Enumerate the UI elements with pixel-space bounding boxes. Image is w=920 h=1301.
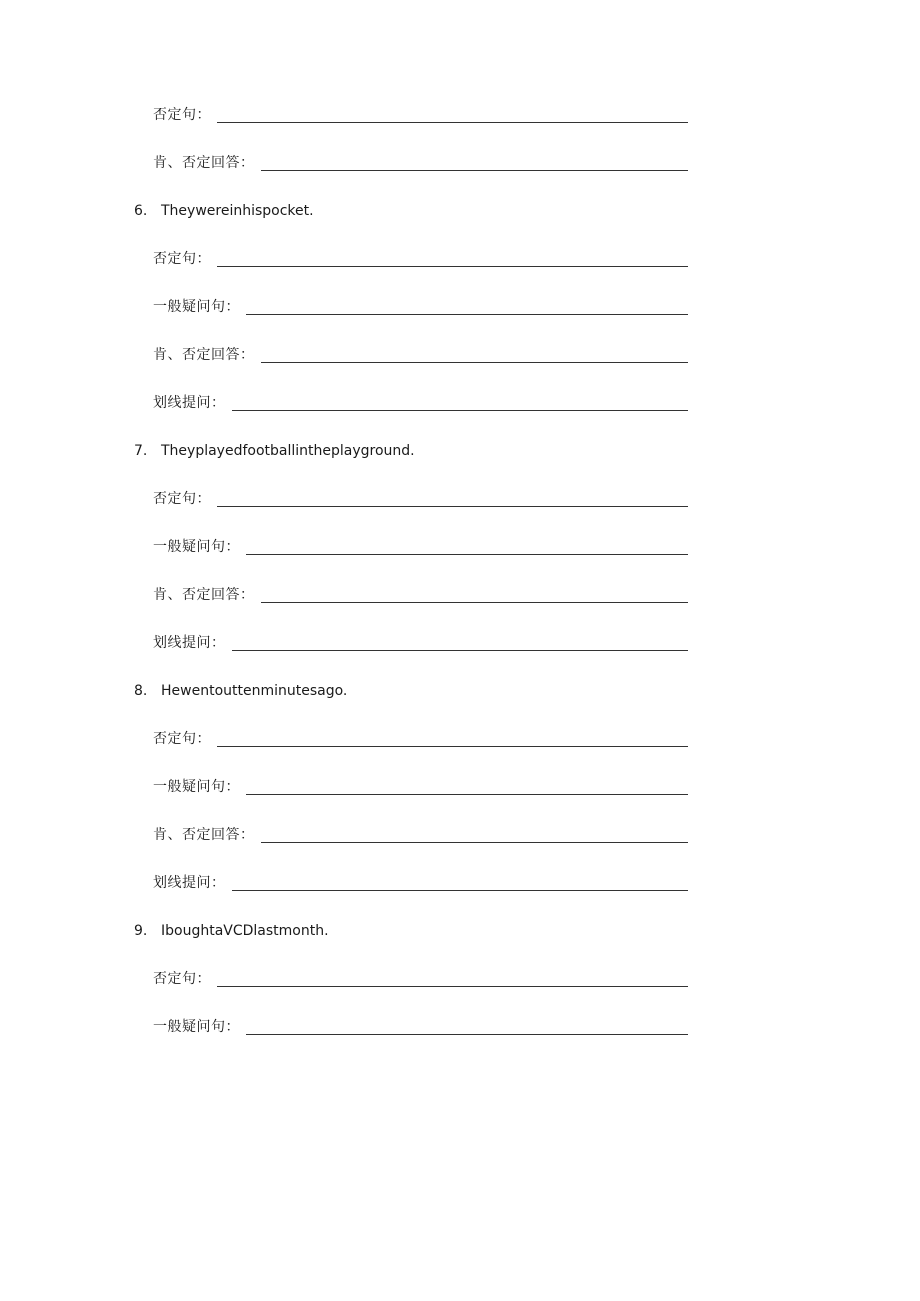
underline-question-label: 划线提问： <box>153 875 226 891</box>
item-7-answers-row <box>153 580 688 604</box>
question-sentence: Hewentouttenminutesago. <box>161 683 348 699</box>
question-9 <box>134 916 329 940</box>
general-question-label: 一般疑问句： <box>153 539 240 555</box>
answer-blank[interactable] <box>232 649 689 651</box>
negative-label: 否定句： <box>153 491 211 507</box>
item-9-general-question-row <box>153 1012 688 1036</box>
item-6-underline-question-row <box>153 388 688 412</box>
negative-label: 否定句： <box>153 971 211 987</box>
underline-question-label: 划线提问： <box>153 395 226 411</box>
general-question-label: 一般疑问句： <box>153 1019 240 1035</box>
item-9-negative-row <box>153 964 688 988</box>
answer-blank[interactable] <box>246 313 688 315</box>
answer-blank[interactable] <box>232 409 689 411</box>
general-question-label: 一般疑问句： <box>153 299 240 315</box>
question-number: 6. <box>134 203 148 219</box>
question-sentence: Theywereinhispocket. <box>161 203 314 219</box>
answer-blank[interactable] <box>261 841 689 843</box>
item-6-answers-row <box>153 340 688 364</box>
item-5-answers-row <box>153 148 688 172</box>
answer-blank[interactable] <box>261 169 689 171</box>
answer-blank[interactable] <box>217 265 688 267</box>
answer-blank[interactable] <box>217 985 688 987</box>
item-8-answers-row <box>153 820 688 844</box>
item-8-negative-row <box>153 724 688 748</box>
question-number: 7. <box>134 443 148 459</box>
answers-label: 肯、否定回答： <box>153 347 255 363</box>
question-6 <box>134 196 314 220</box>
item-6-negative-row <box>153 244 688 268</box>
item-7-general-question-row <box>153 532 688 556</box>
answer-blank[interactable] <box>217 121 688 123</box>
answer-blank[interactable] <box>261 601 689 603</box>
answer-blank[interactable] <box>217 745 688 747</box>
answer-blank[interactable] <box>232 889 689 891</box>
question-number: 8. <box>134 683 148 699</box>
answer-blank[interactable] <box>246 553 688 555</box>
item-7-underline-question-row <box>153 628 688 652</box>
question-sentence: IboughtaVCDlastmonth. <box>161 923 329 939</box>
negative-label: 否定句： <box>153 731 211 747</box>
answers-label: 肯、否定回答： <box>153 827 255 843</box>
answer-blank[interactable] <box>246 1033 688 1035</box>
answer-blank[interactable] <box>261 361 689 363</box>
answer-blank[interactable] <box>246 793 688 795</box>
question-8 <box>134 676 347 700</box>
answers-label: 肯、否定回答： <box>153 587 255 603</box>
item-6-general-question-row <box>153 292 688 316</box>
general-question-label: 一般疑问句： <box>153 779 240 795</box>
question-7 <box>134 436 415 460</box>
item-8-underline-question-row <box>153 868 688 892</box>
item-8-general-question-row <box>153 772 688 796</box>
item-7-negative-row <box>153 484 688 508</box>
question-number: 9. <box>134 923 148 939</box>
question-sentence: Theyplayedfootballintheplayground. <box>161 443 415 459</box>
item-5-negative-row <box>153 100 688 124</box>
negative-label: 否定句： <box>153 251 211 267</box>
answers-label: 肯、否定回答： <box>153 155 255 171</box>
negative-label: 否定句： <box>153 107 211 123</box>
underline-question-label: 划线提问： <box>153 635 226 651</box>
answer-blank[interactable] <box>217 505 688 507</box>
